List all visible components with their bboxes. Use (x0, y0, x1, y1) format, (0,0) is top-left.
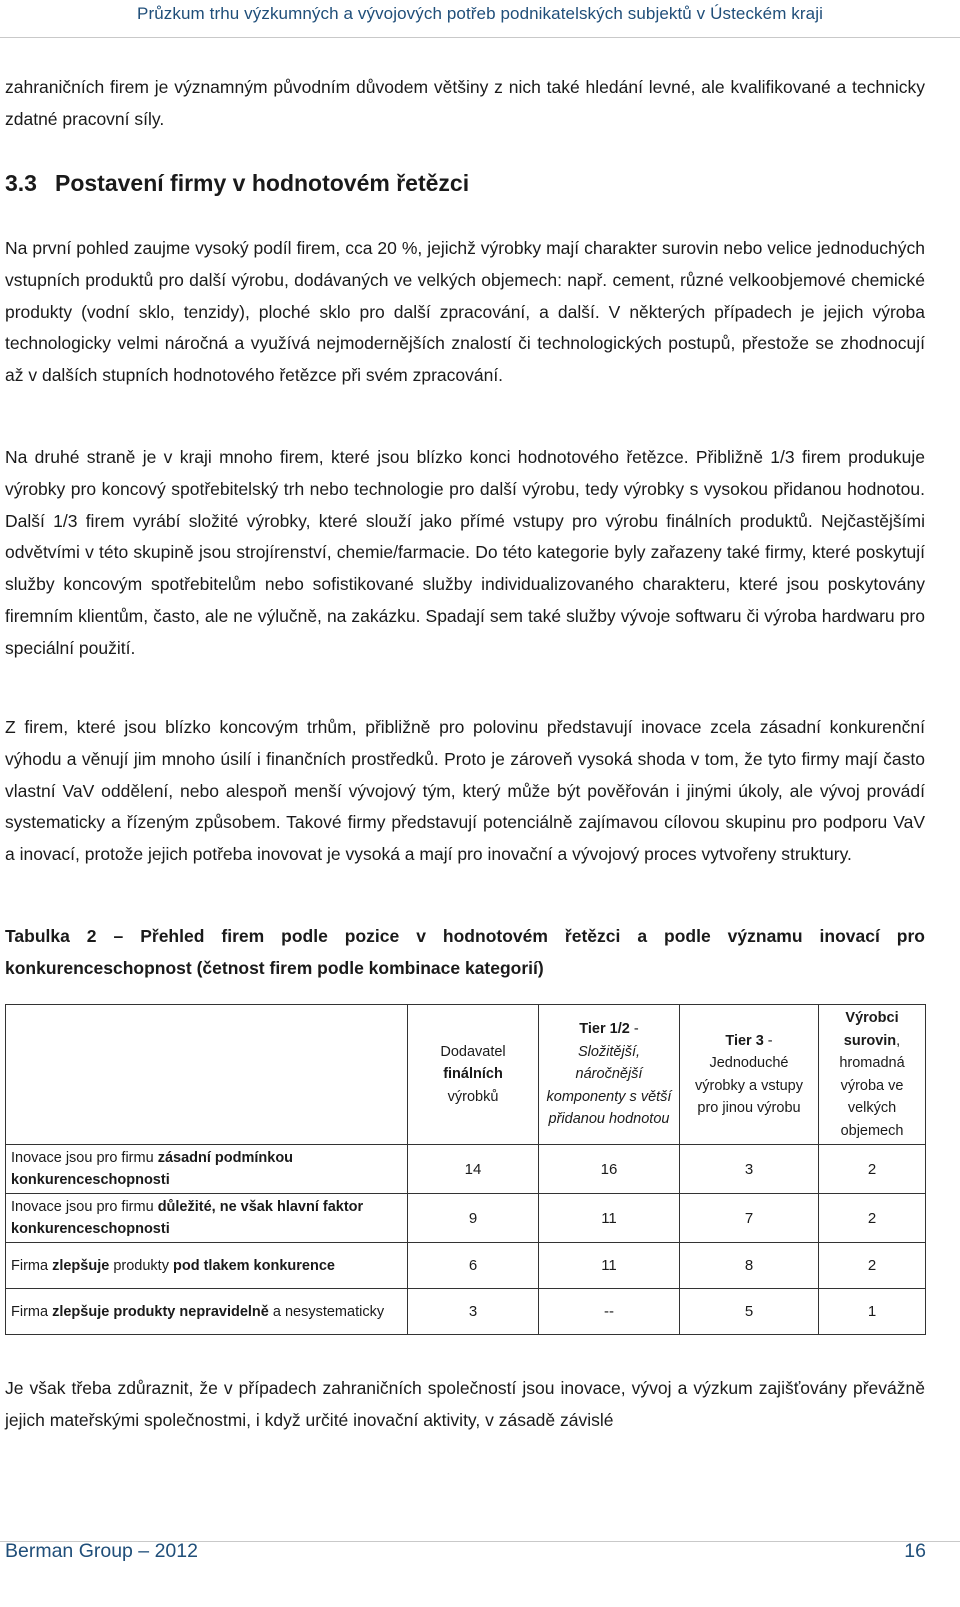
table-cell: 7 (680, 1194, 819, 1243)
intro-paragraph: zahraničních firem je významným původním důvodem většiny z nich také hledání levné, ale kvalifikované a technicky zdatné pracovní síly. (5, 77, 925, 129)
table-cell: 11 (539, 1243, 680, 1289)
footer-company: Berman Group – 2012 (5, 1540, 198, 1562)
table-cell: 2 (819, 1145, 926, 1194)
paragraph-1 (5, 233, 925, 392)
col3-bold: Tier 3 (725, 1032, 764, 1049)
table-cell: 2 (819, 1194, 926, 1243)
col4-bold: Výrobci surovin (843, 1010, 899, 1049)
row-label-part: produkty (109, 1257, 173, 1274)
section-title: Postavení firmy v hodnotovém řetězci (54, 170, 470, 196)
section-heading (5, 170, 469, 197)
page-number: 16 (904, 1540, 926, 1562)
column-header-tier3 (680, 1005, 819, 1145)
table-row (6, 1243, 926, 1289)
row-label-part: a nesystematicky (268, 1303, 385, 1320)
section-number: 3.3 (5, 170, 37, 196)
table-cell: 5 (680, 1289, 819, 1335)
row-label-bold: důležité, ne však hlavní (157, 1199, 319, 1215)
col1-line1: Dodavatel (440, 1043, 506, 1060)
column-header-suppliers (408, 1005, 539, 1145)
col4-rest: , hromadná výroba ve velkých objemech (839, 1032, 905, 1139)
col3-rest: - Jednoduché výrobky a vstupy pro jinou výrobu (695, 1032, 803, 1116)
data-table (5, 1004, 926, 1335)
row-label (6, 1145, 408, 1194)
row-label-bold: pod tlakem konkurence (172, 1257, 335, 1274)
column-header-raw-materials (819, 1005, 926, 1145)
paragraph-4: Je však třeba zdůraznit, že v případech zahraničních společností jsou inovace, vývoj a výzkum zajišťovány převážně jejich mateřskými společnostmi, i když určité inovační aktivity, v zásadě závislé (5, 1378, 925, 1430)
header-divider (0, 37, 960, 38)
table-cell: 11 (539, 1194, 680, 1243)
table-cell: 2 (819, 1243, 926, 1289)
table-cell: 3 (408, 1289, 539, 1335)
col1-line2: finálních (443, 1066, 503, 1083)
row-label (6, 1289, 408, 1335)
row-label-bold: zásadní podmínkou konkurenceschopnosti (11, 1150, 294, 1188)
col2-dash: - (629, 1021, 639, 1038)
paragraph-1-rest: V některých případech je jejich výroba technologicky velmi náročná a využívá nejmodernějších znalostí či technologických postupů, přestože se zhodnocují až v dalších stupních hodnotového řetězce při svém zpracování. (5, 301, 925, 386)
col2-bold: Tier 1/2 (579, 1021, 630, 1038)
row-label-bold: zlepšuje produkty nepravidelně (52, 1303, 269, 1320)
row-label-part: Firma (11, 1257, 53, 1274)
row-label (6, 1243, 408, 1289)
row-label-bold: zlepšuje (52, 1257, 110, 1274)
paragraph-3: Z firem, které jsou blízko koncovým trhům, přibližně pro polovinu představují inovace zcela zásadní konkurenční výhodu a věnují jim mnoho úsilí i finančních prostředků. Proto je zároveň vysoká shoda v tom, že tyto firmy mají často vlastní VaV oddělení, nebo alespoň menší vývojový tým, který může být pověřován i jinými úkoly, ale vývoj provádí systematicky a řízeným způsobem. Takové firmy představují potenciálně zajímavou cílovou skupinu pro podporu VaV a inovací, protože jejich potřeba inovovat je vysoká a mají pro inovační a vývojový proces vytvořeny struktury. (5, 717, 925, 865)
row-label-part: Inovace jsou pro firmu (11, 1150, 158, 1166)
paragraph-2: Na druhé straně je v kraji mnoho firem, které jsou blízko konci hodnotového řetězce. Přibližně 1/3 firem produkuje výrobky pro koncový spotřebitelský trh nebo technologie pro další výrobu, tedy výrobky s vysokou přidanou hodnotou. Další 1/3 firem vyrábí složité výrobky, které slouží jako přímé vstupy pro výrobu finálních produktů. Nejčastějšími odvětvími v této skupině jsou strojírenství, chemie/farmacie. Do této kategorie byly zařazeny také firmy, které poskytují služby koncovým spotřebitelům nebo sofistikované služby individualizovaného charakteru, které jsou poskytovány firemním klientům, často, ale ne výlučně, na zakázku. Spadají sem také služby vývoje softwaru či výroba hardwaru pro speciální použití. (5, 447, 925, 658)
table-cell: 9 (408, 1194, 539, 1243)
table-cell: 16 (539, 1145, 680, 1194)
table-cell: 3 (680, 1145, 819, 1194)
table-cell: -- (539, 1289, 680, 1335)
table-cell: 8 (680, 1243, 819, 1289)
table-row (6, 1145, 926, 1194)
column-header-tier12 (539, 1005, 680, 1145)
table-row (6, 1194, 926, 1243)
col2-italic: Složitější, náročnější komponenty s větší přidanou hodnotou (546, 1043, 672, 1128)
table-corner-cell (6, 1005, 408, 1145)
table-row (6, 1289, 926, 1335)
page-header-title: Průzkum trhu výzkumných a vývojových potřeb podnikatelských subjektů v Ústeckém kraji (137, 4, 823, 23)
table-cell: 1 (819, 1289, 926, 1335)
table-header-row (6, 1005, 926, 1145)
table-cell: 14 (408, 1145, 539, 1194)
row-label-bold: faktor konkurenceschopnosti (11, 1199, 364, 1237)
row-label-part: Inovace jsou pro firmu (11, 1199, 158, 1215)
row-label (6, 1194, 408, 1243)
row-label-part: Firma (11, 1303, 53, 1320)
paragraph-1-lead: Na první pohled zaujme vysoký podíl firem, cca 20 %, jejichž výrobky mají charakter surovin nebo velice jednoduchých vstupních produktů pro další výrobu, dodávaných ve velkých objemech: např. cement, různé velkoobjemové chemické produkty (vodní sklo, tenzidy), ploché sklo pro další zpracování, a další. (5, 238, 925, 322)
table-cell: 6 (408, 1243, 539, 1289)
col1-line3: výrobků (447, 1088, 499, 1105)
table-caption: Tabulka 2 – Přehled firem podle pozice v hodnotovém řetězci a podle významu inovací pro konkurenceschopnost (četnost firem podle kombinace kategorií) (5, 926, 925, 978)
